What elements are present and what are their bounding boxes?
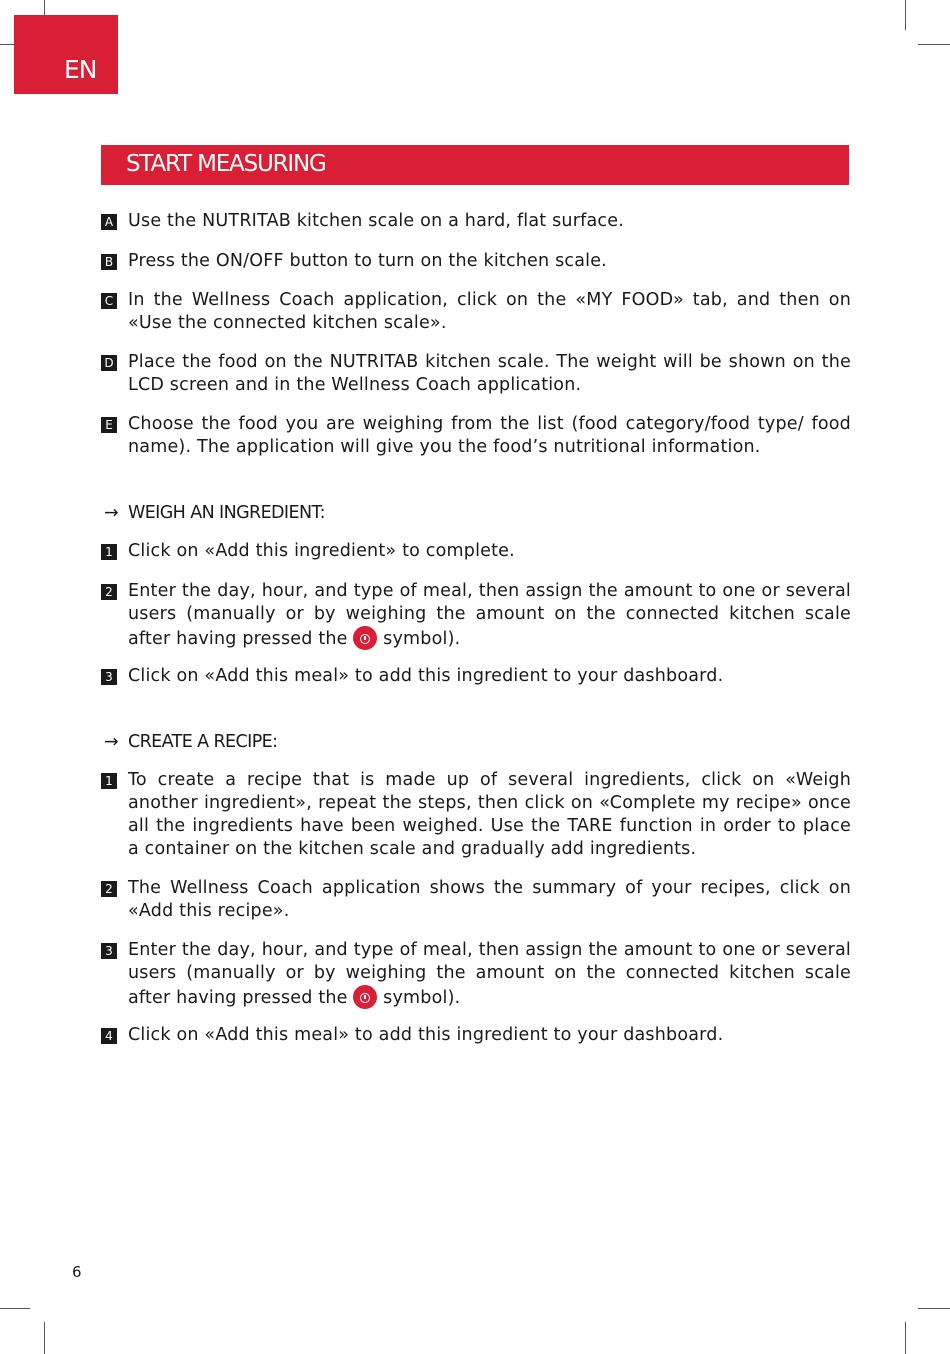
step-text: Choose the food you are weighing from the list (food category/food type/ food name). The application will give you the food’s nutritional information. [128, 414, 851, 457]
step-a [101, 210, 851, 233]
step-marker: 1 [101, 773, 117, 789]
step-marker: D [101, 355, 117, 371]
step-text-before: Enter the day, hour, and type of meal, then assign the amount to one or several users (manually or by weighing the amount on the connected kitchen scale after having pressed the [128, 940, 851, 1008]
recipe-step-2 [101, 877, 851, 923]
step-marker: 3 [101, 669, 117, 685]
step-text: Use the NUTRITAB kitchen scale on a hard, flat surface. [128, 211, 624, 231]
crop-mark [0, 1308, 30, 1309]
step-text: To create a recipe that is made up of several ingredients, click on «Weigh another ingredient», repeat the steps, then click on «Complete my recipe» once all the ingredients have been weighed. Use the TARE function in order to place a container on the kitchen scale and gradually add ingredients. [128, 770, 851, 859]
step-text [128, 939, 851, 1010]
scale-timer-icon [353, 626, 377, 650]
step-text: Click on «Add this ingredient» to complete. [128, 541, 515, 561]
weigh-ingredient-heading [104, 502, 325, 525]
step-c [101, 289, 851, 335]
recipe-step-1 [101, 769, 851, 861]
arrow-right-icon: → [104, 503, 119, 523]
step-text: Click on «Add this meal» to add this ingredient to your dashboard. [128, 666, 724, 686]
step-text-after: symbol). [383, 988, 461, 1008]
step-text: The Wellness Coach application shows the summary of your recipes, click on «Add this recipe». [128, 878, 851, 921]
recipe-step-4 [101, 1024, 851, 1047]
crop-mark [905, 1322, 906, 1354]
page-number: 6 [72, 1263, 82, 1281]
step-text: In the Wellness Coach application, click on the «MY FOOD» tab, and then on «Use the connected kitchen scale». [128, 290, 851, 333]
weigh-step-2 [101, 580, 851, 651]
step-marker: E [101, 417, 117, 433]
step-text: Press the ON/OFF button to turn on the kitchen scale. [128, 251, 607, 271]
step-text [128, 580, 851, 651]
step-marker: 2 [101, 584, 117, 600]
crop-mark [905, 0, 906, 30]
step-text: Click on «Add this meal» to add this ingredient to your dashboard. [128, 1025, 724, 1045]
section-title: START MEASURING [101, 145, 849, 185]
step-b [101, 250, 851, 273]
weigh-step-1 [101, 540, 851, 563]
crop-mark [918, 1308, 950, 1309]
step-marker: 3 [101, 943, 117, 959]
create-recipe-heading [104, 731, 277, 754]
step-d [101, 351, 851, 397]
step-text-after: symbol). [383, 629, 461, 649]
crop-mark [918, 44, 950, 45]
step-marker: 1 [101, 544, 117, 560]
crop-mark [44, 1322, 45, 1354]
step-marker: A [101, 214, 117, 230]
scale-timer-icon [353, 985, 377, 1009]
weigh-step-3 [101, 665, 851, 688]
heading-text: WEIGH AN INGREDIENT: [128, 503, 325, 523]
arrow-right-icon: → [104, 732, 119, 752]
step-e [101, 413, 851, 459]
heading-text: CREATE A RECIPE: [128, 732, 278, 752]
step-marker: 2 [101, 881, 117, 897]
step-text-before: Enter the day, hour, and type of meal, then assign the amount to one or several users (manually or by weighing the amount on the connected kitchen scale after having pressed the [128, 581, 851, 649]
recipe-step-3 [101, 939, 851, 1010]
step-text: Place the food on the NUTRITAB kitchen scale. The weight will be shown on the LCD screen and in the Wellness Coach application. [128, 352, 851, 395]
language-tab: EN [14, 15, 118, 94]
step-marker: 4 [101, 1028, 117, 1044]
step-marker: C [101, 293, 117, 309]
step-marker: B [101, 254, 117, 270]
